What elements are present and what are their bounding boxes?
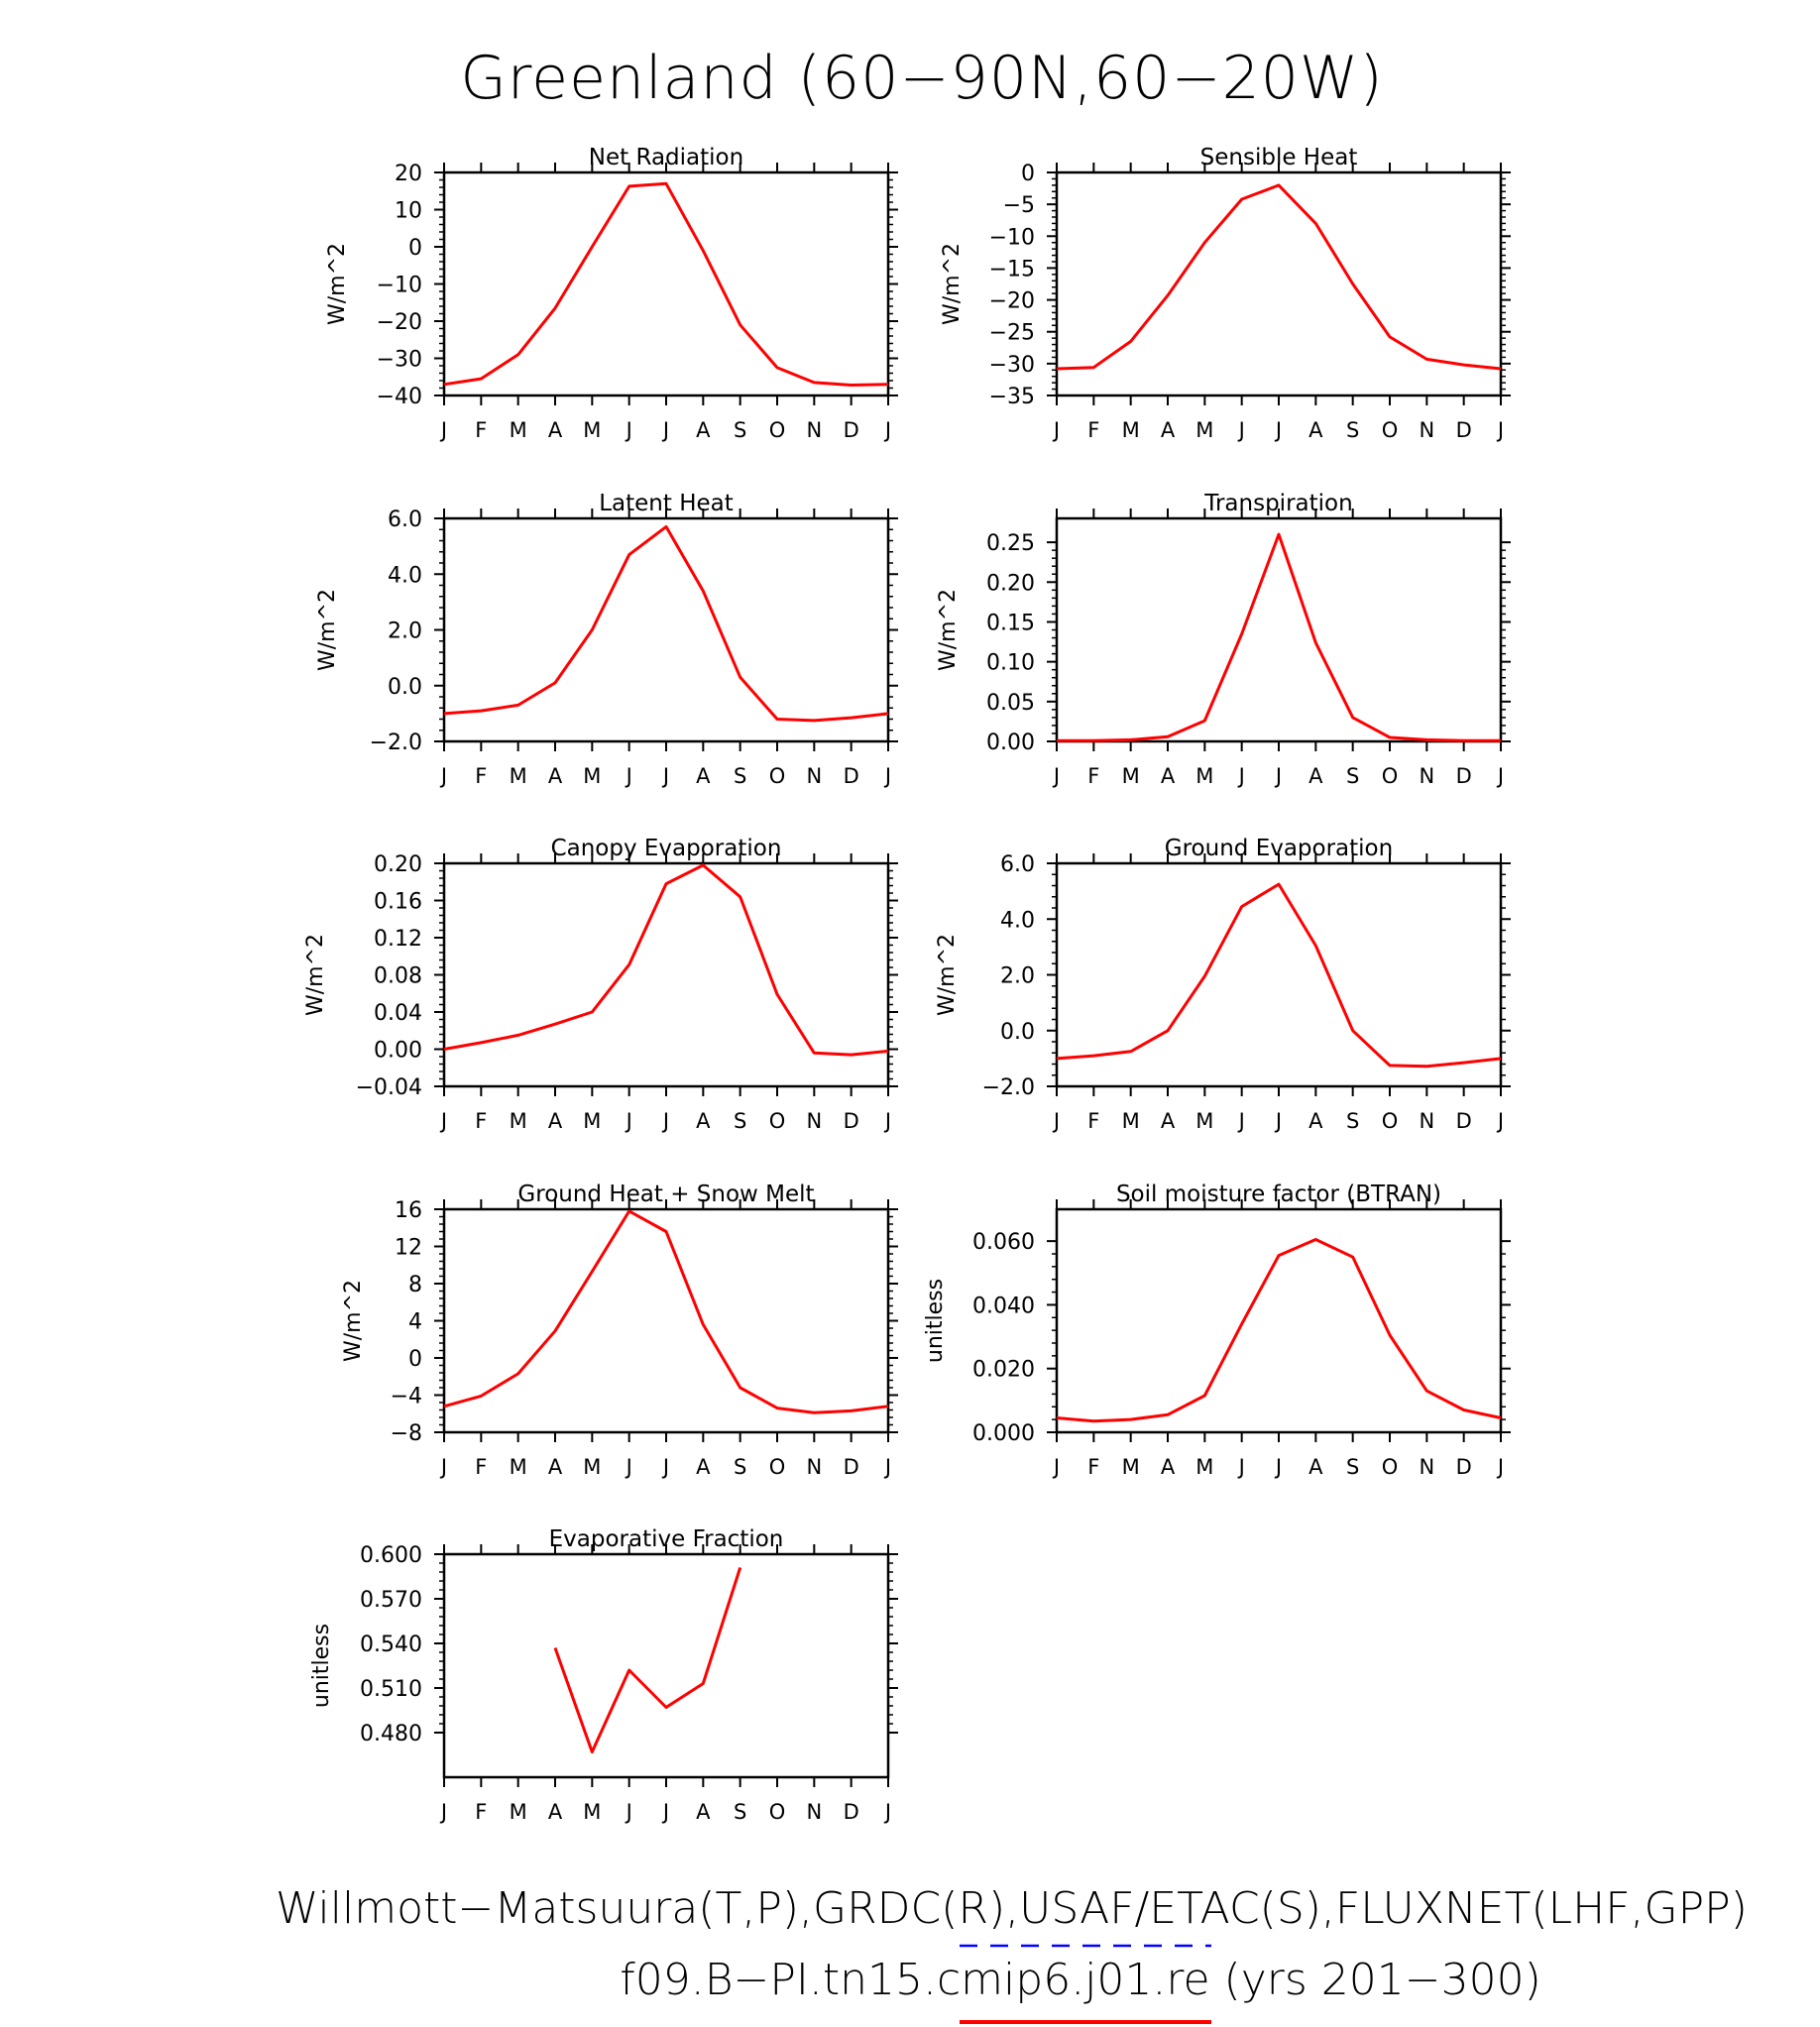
y-tick-label: 0.600 <box>360 1543 422 1568</box>
panel-title-latent-heat: Latent Heat <box>599 491 734 516</box>
y-tick-label: −25 <box>988 320 1035 346</box>
x-tick-label: J <box>1497 1109 1505 1133</box>
x-tick-label: M <box>583 764 602 788</box>
y-tick-label: 0.060 <box>972 1230 1035 1256</box>
x-tick-label: J <box>884 764 892 788</box>
y-tick-label: −4 <box>390 1384 422 1409</box>
x-tick-label: O <box>1381 418 1399 442</box>
x-tick-label: A <box>547 418 563 442</box>
y-tick-label: 0.12 <box>374 927 422 952</box>
x-tick-label: A <box>1308 1455 1323 1479</box>
x-tick-label: M <box>1121 764 1140 788</box>
x-tick-label: D <box>843 1109 859 1133</box>
x-tick-label: M <box>583 418 602 442</box>
x-tick-label: S <box>733 418 747 442</box>
x-tick-label: O <box>1381 1109 1399 1133</box>
panels-container <box>303 145 1511 1824</box>
y-axis-label: W/m^2 <box>935 933 960 1017</box>
y-tick-label: 0 <box>408 1347 422 1372</box>
x-tick-label: S <box>733 764 747 788</box>
y-tick-label: 2.0 <box>388 619 422 644</box>
y-tick-label: 0 <box>408 236 422 261</box>
y-tick-label: 0.20 <box>986 571 1035 597</box>
x-tick-label: J <box>662 1455 670 1479</box>
x-tick-label: M <box>1121 1109 1140 1133</box>
x-tick-label: M <box>1121 1455 1140 1479</box>
x-tick-label: J <box>626 418 632 442</box>
x-tick-label: J <box>1238 1109 1245 1133</box>
plot-frame <box>444 1554 888 1777</box>
x-tick-label: J <box>1497 1455 1505 1479</box>
y-tick-label: 0.15 <box>986 611 1035 636</box>
y-tick-label: 0.08 <box>374 963 422 989</box>
x-tick-label: M <box>509 764 527 788</box>
x-tick-label: F <box>1087 1109 1100 1133</box>
x-tick-label: J <box>662 1800 670 1824</box>
y-axis-label: W/m^2 <box>940 242 965 326</box>
x-tick-label: A <box>1160 418 1176 442</box>
x-tick-label: A <box>547 764 563 788</box>
x-tick-label: J <box>1238 1455 1245 1479</box>
y-tick-label: −10 <box>376 273 422 298</box>
x-tick-label: S <box>733 1800 747 1824</box>
y-tick-label: 4.0 <box>1000 908 1035 934</box>
panel-title-ground-evaporation: Ground Evaporation <box>1164 836 1394 861</box>
x-tick-label: J <box>1238 418 1245 442</box>
x-tick-label: J <box>1053 418 1061 442</box>
series-line-soil-moisture-factor-btran <box>1057 1240 1501 1421</box>
x-tick-label: J <box>1275 764 1283 788</box>
panel-title-transpiration: Transpiration <box>1204 491 1353 516</box>
y-axis-label: W/m^2 <box>341 1279 366 1363</box>
y-tick-label: −30 <box>988 352 1035 378</box>
x-tick-label: O <box>768 1109 786 1133</box>
x-tick-label: J <box>884 1455 892 1479</box>
x-tick-label: N <box>1419 1455 1435 1479</box>
x-tick-label: N <box>806 764 823 788</box>
panel-canopy-evaporation <box>303 836 898 1133</box>
y-tick-label: 0.00 <box>374 1038 422 1064</box>
y-tick-label: 6.0 <box>388 507 422 532</box>
y-tick-label: 0.25 <box>986 531 1035 557</box>
x-tick-label: F <box>475 418 488 442</box>
x-tick-label: A <box>1308 1109 1323 1133</box>
y-tick-label: 0.05 <box>986 690 1035 716</box>
plot-frame <box>1057 1209 1501 1432</box>
plot-frame <box>444 1209 888 1432</box>
y-tick-label: 6.0 <box>1000 852 1035 877</box>
x-tick-label: M <box>583 1109 602 1133</box>
x-tick-label: J <box>1053 764 1061 788</box>
x-tick-label: J <box>884 1109 892 1133</box>
panel-ground-evaporation <box>935 836 1511 1133</box>
y-tick-label: 0.020 <box>972 1357 1035 1383</box>
x-tick-label: A <box>547 1455 563 1479</box>
x-tick-label: J <box>626 1455 632 1479</box>
plot-frame <box>444 518 888 741</box>
x-tick-label: F <box>475 1800 488 1824</box>
plot-frame <box>444 172 888 395</box>
y-tick-label: 0.0 <box>1000 1019 1035 1045</box>
x-tick-label: J <box>440 1109 448 1133</box>
x-tick-label: F <box>1087 418 1100 442</box>
panel-transpiration <box>936 491 1511 788</box>
x-tick-label: D <box>843 418 859 442</box>
y-tick-label: −20 <box>988 288 1035 314</box>
panel-title-ground-heat-snow-melt: Ground Heat + Snow Melt <box>517 1182 815 1207</box>
x-tick-label: J <box>440 418 448 442</box>
y-axis-label: W/m^2 <box>936 588 961 672</box>
x-tick-label: M <box>583 1455 602 1479</box>
y-tick-label: −15 <box>988 257 1035 282</box>
y-tick-label: 0.480 <box>360 1722 422 1746</box>
series-line-evaporative-fraction <box>555 1568 740 1752</box>
x-tick-label: A <box>547 1800 563 1824</box>
x-tick-label: J <box>1497 418 1505 442</box>
panel-ground-heat-snow-melt <box>341 1182 898 1479</box>
panel-latent-heat <box>315 491 898 788</box>
x-tick-label: F <box>1087 764 1100 788</box>
x-tick-label: S <box>1345 764 1360 788</box>
x-tick-label: M <box>583 1800 602 1824</box>
series-line-ground-evaporation <box>1057 884 1501 1067</box>
y-tick-label: 16 <box>395 1198 422 1223</box>
x-tick-label: S <box>1345 1455 1360 1479</box>
x-tick-label: A <box>1160 1455 1176 1479</box>
x-tick-label: O <box>1381 764 1399 788</box>
x-tick-label: M <box>1195 418 1214 442</box>
x-tick-label: J <box>626 1109 632 1133</box>
x-tick-label: O <box>768 1455 786 1479</box>
y-tick-label: −35 <box>988 385 1035 409</box>
x-tick-label: A <box>1160 764 1176 788</box>
panel-title-evaporative-fraction: Evaporative Fraction <box>548 1526 784 1552</box>
x-tick-label: M <box>1195 1109 1214 1133</box>
x-tick-label: A <box>696 764 711 788</box>
y-axis-label: W/m^2 <box>303 933 328 1017</box>
x-tick-label: S <box>733 1109 747 1133</box>
series-line-ground-heat-snow-melt <box>444 1211 888 1412</box>
y-tick-label: 8 <box>408 1273 422 1297</box>
y-tick-label: −2.0 <box>369 731 422 755</box>
y-tick-label: 0.0 <box>388 674 422 700</box>
y-tick-label: −40 <box>376 385 422 409</box>
x-tick-label: N <box>1419 418 1435 442</box>
y-tick-label: −5 <box>1002 193 1035 219</box>
x-tick-label: M <box>509 1800 527 1824</box>
x-tick-label: A <box>696 1109 711 1133</box>
y-tick-label: 0.000 <box>972 1421 1035 1446</box>
y-tick-label: 0.04 <box>374 1001 422 1026</box>
y-tick-label: −2.0 <box>981 1075 1035 1100</box>
y-tick-label: 0.040 <box>972 1294 1035 1319</box>
y-tick-label: −20 <box>376 310 422 335</box>
panel-evaporative-fraction <box>309 1526 898 1824</box>
y-tick-label: −30 <box>376 347 422 373</box>
plot-frame <box>1057 172 1501 395</box>
y-tick-label: 0.20 <box>374 852 422 877</box>
x-tick-label: D <box>1455 764 1472 788</box>
x-tick-label: N <box>806 1109 823 1133</box>
x-tick-label: N <box>1419 764 1435 788</box>
x-tick-label: D <box>1455 1109 1472 1133</box>
y-axis-label: W/m^2 <box>325 242 350 326</box>
panel-net-radiation <box>325 145 898 442</box>
panel-title-net-radiation: Net Radiation <box>588 145 744 170</box>
y-tick-label: 0.540 <box>360 1633 422 1657</box>
x-tick-label: A <box>696 418 711 442</box>
x-tick-label: A <box>547 1109 563 1133</box>
footer-line-datasets: Willmott−Matsuura(T,P),GRDC(R),USAF/ETAC(S),FLUXNET(LHF,GPP) <box>276 1883 1748 1934</box>
y-tick-label: −0.04 <box>355 1075 422 1100</box>
x-tick-label: M <box>1195 1455 1214 1479</box>
x-tick-label: J <box>884 418 892 442</box>
y-tick-label: 4 <box>408 1309 422 1335</box>
y-tick-label: 0.10 <box>986 650 1035 676</box>
x-tick-label: O <box>768 764 786 788</box>
x-tick-label: S <box>1345 418 1360 442</box>
x-tick-label: J <box>1497 764 1505 788</box>
y-tick-label: −8 <box>390 1421 422 1446</box>
y-tick-label: 10 <box>395 198 422 224</box>
x-tick-label: O <box>768 1800 786 1824</box>
x-tick-label: F <box>1087 1455 1100 1479</box>
panel-title-soil-moisture-factor-btran: Soil moisture factor (BTRAN) <box>1115 1182 1442 1207</box>
series-line-canopy-evaporation <box>444 865 888 1055</box>
y-axis-label: W/m^2 <box>315 588 340 672</box>
x-tick-label: A <box>696 1455 711 1479</box>
series-line-net-radiation <box>444 183 888 385</box>
x-tick-label: J <box>626 1800 632 1824</box>
y-tick-label: 12 <box>395 1235 422 1261</box>
x-tick-label: J <box>884 1800 892 1824</box>
y-axis-label: unitless <box>923 1278 948 1364</box>
x-tick-label: A <box>1308 764 1323 788</box>
x-tick-label: N <box>806 1455 823 1479</box>
x-tick-label: D <box>843 1800 859 1824</box>
footer-line-case: f09.B−PI.tn15.cmip6.j01.re (yrs 201−300) <box>620 1955 1541 2005</box>
x-tick-label: F <box>475 764 488 788</box>
x-tick-label: J <box>626 764 632 788</box>
x-tick-label: S <box>1345 1109 1360 1133</box>
x-tick-label: D <box>843 1455 859 1479</box>
x-tick-label: O <box>1381 1455 1399 1479</box>
x-tick-label: N <box>806 1800 823 1824</box>
x-tick-label: J <box>662 1109 670 1133</box>
x-tick-label: D <box>1455 1455 1472 1479</box>
y-tick-label: 2.0 <box>1000 963 1035 989</box>
y-tick-label: 4.0 <box>388 563 422 589</box>
footer <box>276 1883 1748 2022</box>
x-tick-label: N <box>1419 1109 1435 1133</box>
y-tick-label: 0.16 <box>374 889 422 915</box>
x-tick-label: M <box>1195 764 1214 788</box>
x-tick-label: J <box>440 1455 448 1479</box>
x-tick-label: J <box>440 764 448 788</box>
series-line-transpiration <box>1057 534 1501 740</box>
x-tick-label: J <box>662 764 670 788</box>
series-line-sensible-heat <box>1057 185 1501 369</box>
x-tick-label: J <box>1238 764 1245 788</box>
x-tick-label: J <box>1275 1455 1283 1479</box>
x-tick-label: N <box>806 418 823 442</box>
x-tick-label: O <box>768 418 786 442</box>
x-tick-label: J <box>440 1800 448 1824</box>
y-tick-label: 0.510 <box>360 1677 422 1702</box>
x-tick-label: M <box>509 1109 527 1133</box>
y-tick-label: 20 <box>395 162 422 186</box>
y-tick-label: 0 <box>1021 162 1035 186</box>
x-tick-label: A <box>1308 418 1323 442</box>
x-tick-label: J <box>662 418 670 442</box>
panel-title-canopy-evaporation: Canopy Evaporation <box>550 836 782 861</box>
x-tick-label: J <box>1275 1109 1283 1133</box>
series-line-latent-heat <box>444 526 888 721</box>
x-tick-label: S <box>733 1455 747 1479</box>
y-tick-label: 0.570 <box>360 1588 422 1613</box>
panel-sensible-heat <box>940 145 1511 442</box>
y-axis-label: unitless <box>309 1623 334 1709</box>
x-tick-label: M <box>1121 418 1140 442</box>
x-tick-label: A <box>696 1800 711 1824</box>
panel-title-sensible-heat: Sensible Heat <box>1199 145 1358 170</box>
x-tick-label: D <box>843 764 859 788</box>
panel-soil-moisture-factor-btran <box>923 1182 1511 1479</box>
plot-frame <box>1057 518 1501 741</box>
x-tick-label: J <box>1053 1455 1061 1479</box>
figure-title: Greenland (60−90N,60−20W) <box>460 44 1384 113</box>
x-tick-label: A <box>1160 1109 1176 1133</box>
x-tick-label: D <box>1455 418 1472 442</box>
x-tick-label: M <box>509 418 527 442</box>
x-tick-label: J <box>1053 1109 1061 1133</box>
x-tick-label: M <box>509 1455 527 1479</box>
x-tick-label: F <box>475 1455 488 1479</box>
x-tick-label: F <box>475 1109 488 1133</box>
y-tick-label: 0.00 <box>986 731 1035 755</box>
y-tick-label: −10 <box>988 225 1035 251</box>
x-tick-label: J <box>1275 418 1283 442</box>
